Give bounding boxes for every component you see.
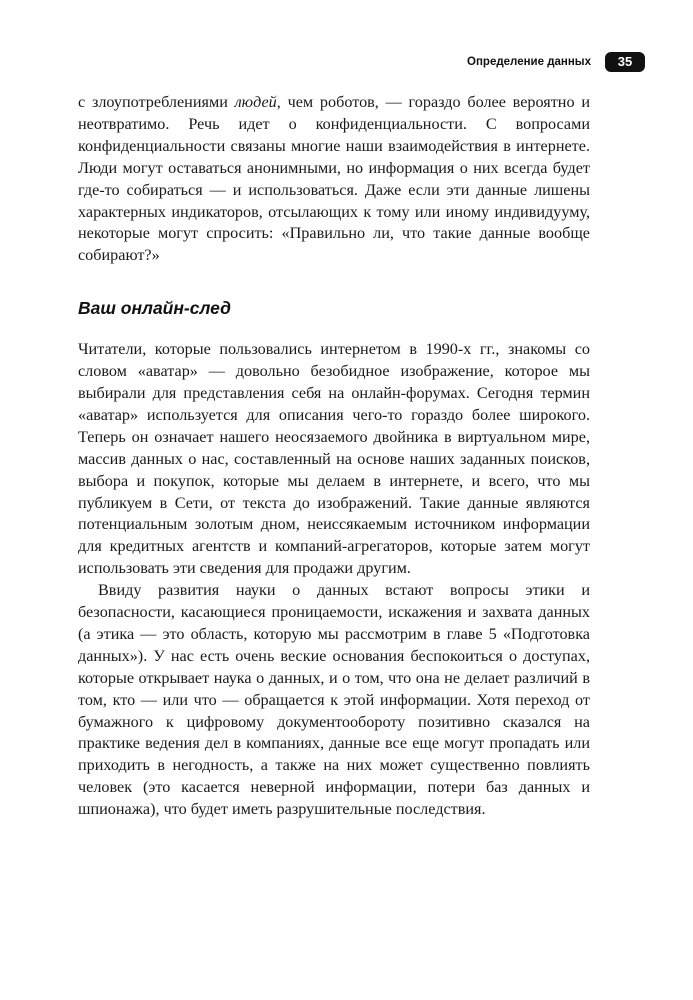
paragraph-text-before-emphasis: с злоупотреблениями xyxy=(78,93,235,111)
paragraph-ethics-security: Ввиду развития науки о данных встают вопросы этики и безопасности, касающиеся проницаемости, искажения и захвата данных (а этика — это область, которую мы рассмотрим в главе 5 «Подготовка данных»). У нас есть очень веские основания беспокоиться о доступах, которые открывает наука о данных, и о том, что она не делает различий в том, кто — или что — обращается к этой информации. Хотя переход от бумажного к цифровому документообороту позитивно сказался на практике ведения дел в компаниях, данные все еще могут пропадать или приходить в негодность, а также на них может существенно повлиять человек (это касается неверной информации, потери баз данных и шпионажа), что будет иметь разрушительные последствия. xyxy=(78,581,590,819)
section-heading: Ваш онлайн-след xyxy=(78,298,231,319)
emphasized-word: людей xyxy=(234,93,277,111)
running-header xyxy=(467,52,645,72)
paragraph-online-footprint: Читатели, которые пользовались интернетом в 1990-х гг., знакомы со словом «аватар» — довольно безобидное изображение, которое мы выбирали для представления себя на онлайн-форумах. Сегодня термин «аватар» используется для описания чего-то гораздо более широкого. Теперь он означает нашего неосязаемого двойника в виртуальном мире, массив данных о нас, составленный на основе наших заданных поисков, выбора и покупок, которые мы делаем в интернете, и всего, что мы публикуем в Сети, от текста до изображений. Такие данные являются потенциальным золотым дном, неиссякаемым источником информации для кредитных агентств и компаний-агрегаторов, которые затем могут использовать эти сведения для продажи другим. xyxy=(78,340,590,578)
continued-paragraph xyxy=(78,92,590,267)
page-body xyxy=(78,92,590,821)
page-number-badge: 35 xyxy=(605,52,645,72)
running-title: Определение данных xyxy=(467,56,591,68)
paragraph-text-after-emphasis: , чем роботов, — гораздо более вероятно и неотвратимо. Речь идет о конфиденциальности. С вопросами конфиденциальности связаны многие наши взаимодействия в интернете. Люди могут оставаться анонимными, но информация о них всегда будет где-то собираться — и использоваться. Даже если эти данные лишены характерных индикаторов, отсылающих к тому или иному индивидууму, некоторые могут спросить: «Правильно ли, что такие данные вообще собирают?» xyxy=(78,93,590,265)
